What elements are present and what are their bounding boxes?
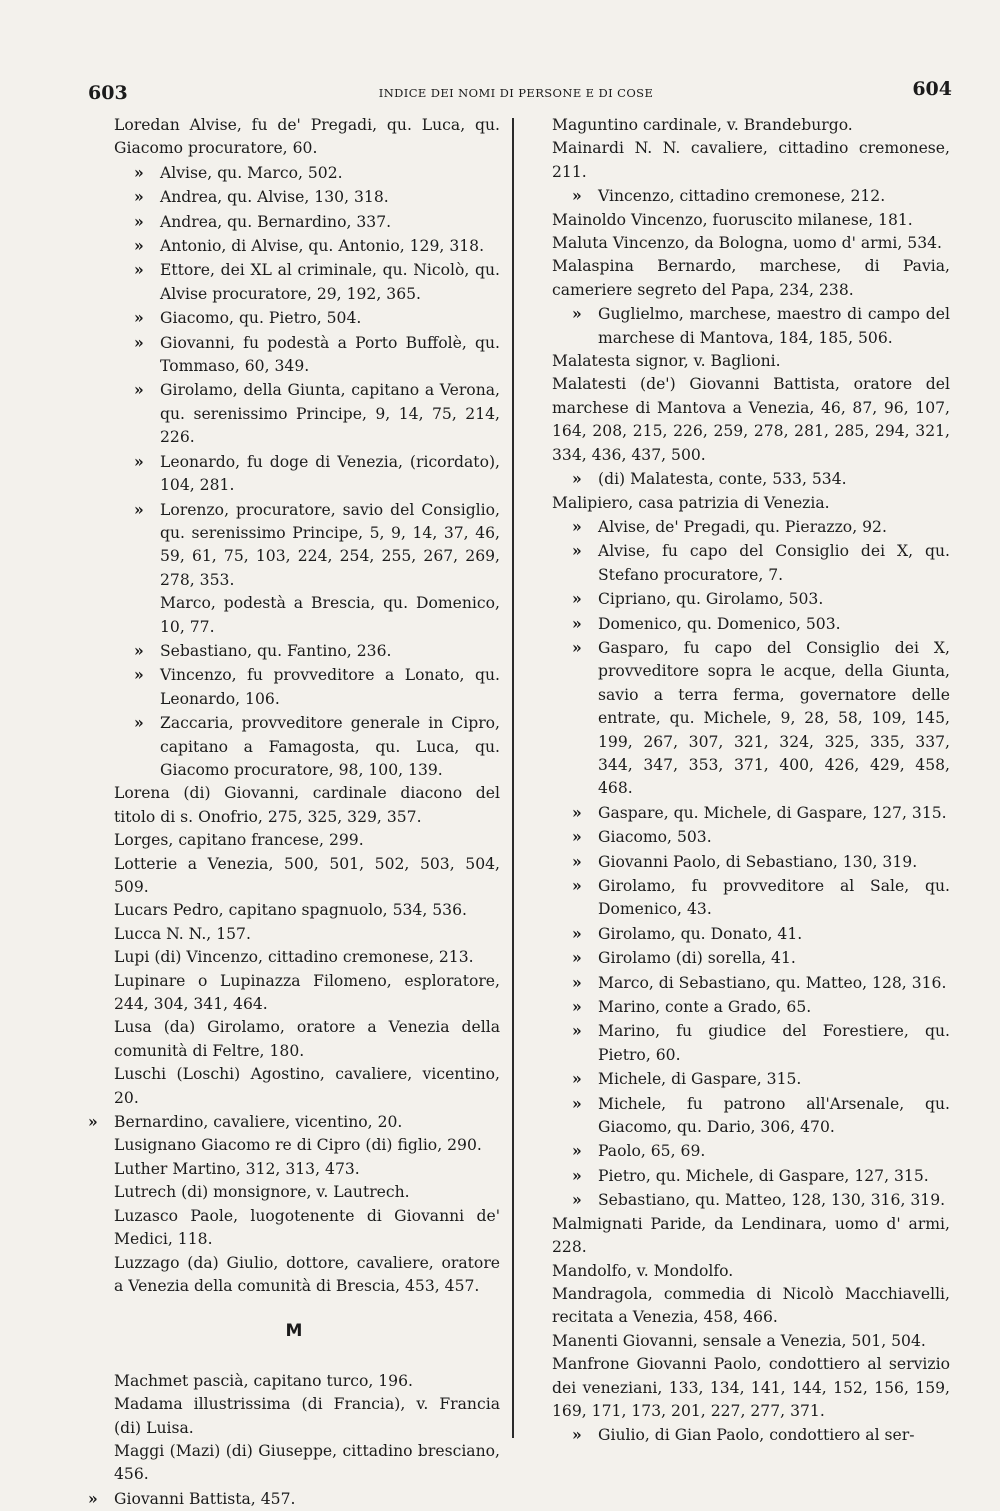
entry-text: Manenti Giovanni, sensale a Venezia, 501, 504. <box>552 1331 926 1350</box>
index-entry <box>88 258 500 306</box>
ditto-mark: » <box>88 1488 98 1508</box>
index-entry <box>526 255 950 302</box>
index-entry <box>526 946 950 970</box>
index-entry <box>526 587 950 611</box>
right-column <box>526 114 950 1464</box>
entry-text: Marino, fu giudice del Forestiere, qu. Pietro, 60. <box>598 1022 950 1064</box>
entry-text: Lupinare o Lupinazza Filomeno, esploratore, 244, 304, 341, 464. <box>114 971 500 1014</box>
ditto-mark: » <box>572 637 582 657</box>
ditto-mark: » <box>134 308 144 328</box>
index-entry <box>88 234 500 258</box>
index-entry <box>526 801 950 825</box>
entry-text: Vincenzo, cittadino cremonese, 212. <box>598 187 886 206</box>
index-entry <box>88 1205 500 1252</box>
ditto-mark: » <box>572 516 582 536</box>
entry-text: Alvise, de' Pregadi, qu. Pierazzo, 92. <box>598 517 887 536</box>
index-entry <box>88 639 500 663</box>
ditto-mark: » <box>572 1069 582 1089</box>
right-entries <box>526 114 950 1448</box>
index-entry <box>526 114 950 137</box>
index-entry <box>88 1016 500 1063</box>
index-entry <box>526 825 950 849</box>
entry-text: Cipriano, qu. Girolamo, 503. <box>598 590 824 609</box>
index-entry <box>88 1393 500 1440</box>
ditto-mark: » <box>134 713 144 733</box>
index-entry <box>526 1260 950 1283</box>
entry-text: Maluta Vincenzo, da Bologna, uomo d' armi, 534. <box>552 234 942 253</box>
ditto-mark: » <box>572 186 582 206</box>
index-entry <box>88 1440 500 1487</box>
index-entry <box>526 1019 950 1067</box>
ditto-mark: » <box>572 948 582 968</box>
index-entry <box>88 1487 500 1511</box>
entry-text: Maggi (Mazi) (di) Giuseppe, cittadino bresciano, 456. <box>114 1441 500 1484</box>
index-entry <box>526 1164 950 1188</box>
ditto-mark: » <box>572 997 582 1017</box>
index-entry <box>88 1370 500 1393</box>
index-entry <box>526 350 950 373</box>
ditto-mark: » <box>572 827 582 847</box>
index-entry <box>526 995 950 1019</box>
index-entry <box>526 1353 950 1423</box>
index-entry <box>88 829 500 852</box>
entry-text: Lupi (di) Vincenzo, cittadino cremonese, 213. <box>114 948 474 967</box>
ditto-mark: » <box>88 1112 98 1132</box>
page-number-left: 603 <box>88 82 128 104</box>
index-entry <box>526 1139 950 1163</box>
index-entry <box>526 515 950 539</box>
index-entry <box>88 1063 500 1110</box>
ditto-mark: » <box>134 236 144 256</box>
entry-text: Ettore, dei XL al criminale, qu. Nicolò, qu. Alvise procuratore, 29, 192, 365. <box>160 261 500 303</box>
index-entry <box>88 210 500 234</box>
entry-text: Malmignati Paride, da Lendinara, uomo d' armi, 228. <box>552 1214 950 1257</box>
index-entry <box>88 970 500 1017</box>
index-entry <box>88 923 500 946</box>
ditto-mark: » <box>572 923 582 943</box>
index-entry <box>526 971 950 995</box>
index-entry <box>526 1067 950 1091</box>
entry-text: Lorenzo, procuratore, savio del Consiglio, qu. serenissimo Principe, 5, 9, 14, 37, 46, 59, 61, 75, 103, 224, 254, 255, 267, 269, 278, 353. <box>160 500 500 589</box>
index-entry <box>526 922 950 946</box>
index-entry <box>88 592 500 639</box>
entry-text: Vincenzo, fu provveditore a Lonato, qu. Leonardo, 106. <box>160 666 500 708</box>
entry-text: Manfrone Giovanni Paolo, condottiero al servizio dei veneziani, 133, 134, 141, 144, 152, 156, 159, 169, 171, 173, 201, 227, 277, 371. <box>552 1355 950 1420</box>
index-entry <box>526 373 950 467</box>
entry-text: Giacomo, 503. <box>598 828 712 847</box>
ditto-mark: » <box>572 1093 582 1113</box>
entry-text: Giulio, di Gian Paolo, condottiero al ser- <box>598 1426 915 1445</box>
entry-text: Bernardino, cavaliere, vicentino, 20. <box>114 1113 403 1132</box>
entry-text: Loredan Alvise, fu de' Pregadi, qu. Luca, qu. Giacomo procuratore, 60. <box>114 116 500 158</box>
index-entry <box>526 209 950 232</box>
entry-text: Lusignano Giacomo re di Cipro (di) figlio, 290. <box>114 1136 482 1155</box>
ditto-mark: » <box>134 162 144 182</box>
entry-text: Mandolfo, v. Mondolfo. <box>552 1261 734 1280</box>
index-entry <box>526 467 950 491</box>
entry-text: Paolo, 65, 69. <box>598 1142 706 1161</box>
index-entry <box>88 899 500 922</box>
entry-text: Malaspina Bernardo, marchese, di Pavia, cameriere segreto del Papa, 234, 238. <box>552 257 950 299</box>
ditto-mark: » <box>134 499 144 519</box>
ditto-mark: » <box>134 640 144 660</box>
index-entry <box>88 1252 500 1299</box>
ditto-mark: » <box>572 1425 582 1445</box>
ditto-mark: » <box>572 589 582 609</box>
entry-text: Luschi (Loschi) Agostino, cavaliere, vicentino, 20. <box>114 1065 500 1107</box>
index-entry <box>88 185 500 209</box>
entry-text: Guglielmo, marchese, maestro di campo del marchese di Mantova, 184, 185, 506. <box>598 305 950 347</box>
ditto-mark: » <box>572 541 582 561</box>
index-entry <box>526 1423 950 1447</box>
index-entry <box>88 1110 500 1134</box>
index-entry <box>88 782 500 829</box>
index-entry <box>526 492 950 515</box>
ditto-mark: » <box>572 972 582 992</box>
entry-text: Giovanni, fu podestà a Porto Buffolè, qu. Tommaso, 60, 349. <box>160 333 500 376</box>
entry-text: Madama illustrissima (di Francia), v. Francia (di) Luisa. <box>114 1395 500 1437</box>
entry-text: Lorena (di) Giovanni, cardinale diacono del titolo di s. Onofrio, 275, 325, 329, 357. <box>114 784 500 826</box>
ditto-mark: » <box>134 332 144 352</box>
ditto-mark: » <box>572 613 582 633</box>
index-entry <box>526 539 950 587</box>
entry-text: Pietro, qu. Michele, di Gaspare, 127, 315. <box>598 1166 929 1185</box>
entry-text: Michele, di Gaspare, 315. <box>598 1070 802 1089</box>
index-entry <box>88 1134 500 1157</box>
index-entry <box>526 1092 950 1140</box>
index-entry <box>526 184 950 208</box>
entry-text: Girolamo, della Giunta, capitano a Verona, qu. serenissimo Principe, 9, 14, 75, 214, 226. <box>160 381 500 447</box>
entry-text: (di) Malatesta, conte, 533, 534. <box>598 470 847 489</box>
entry-text: Gasparo, fu capo del Consiglio dei X, provveditore sopra le acque, della Giunta, savio a terra ferma, governatore delle entrate, qu. Michele, 9, 28, 58, 109, 145, 199, 267, 307, 321, 324, 325, 335, 337, 344, 347, 353, 371, 400, 426, 429, 458, 468. <box>598 638 950 798</box>
index-entry <box>88 331 500 379</box>
entry-text: Lucars Pedro, capitano spagnuolo, 534, 536. <box>114 901 467 920</box>
entry-text: Malipiero, casa patrizia di Venezia. <box>552 493 830 512</box>
entry-text: Luzasco Paole, luogotenente di Giovanni de' Medici, 118. <box>114 1206 500 1249</box>
entry-text: Antonio, di Alvise, qu. Antonio, 129, 318. <box>160 237 485 256</box>
entry-text: Gaspare, qu. Michele, di Gaspare, 127, 315. <box>598 803 947 822</box>
index-entry <box>88 306 500 330</box>
page-number-right: 604 <box>912 78 952 100</box>
ditto-mark: » <box>572 469 582 489</box>
entry-text: Lorges, capitano francese, 299. <box>114 831 364 850</box>
entry-text: Mandragola, commedia di Nicolò Macchiavelli, recitata a Venezia, 458, 466. <box>552 1284 950 1327</box>
index-entry <box>526 612 950 636</box>
index-entry <box>526 302 950 350</box>
index-entry <box>526 137 950 184</box>
index-entry <box>526 1188 950 1212</box>
entry-text: Lutrech (di) monsignore, v. Lautrech. <box>114 1183 410 1202</box>
index-entry <box>88 498 500 593</box>
index-entry <box>526 874 950 922</box>
page-header <box>80 78 952 108</box>
entry-text: Giovanni Paolo, di Sebastiano, 130, 319. <box>598 852 918 871</box>
entry-text: Domenico, qu. Domenico, 503. <box>598 614 841 633</box>
entry-text: Girolamo, fu provveditore al Sale, qu. Domenico, 43. <box>598 877 950 919</box>
left-entries <box>88 114 500 1298</box>
entry-text: Giovanni Battista, 457. <box>114 1489 296 1508</box>
entry-text: Sebastiano, qu. Matteo, 128, 130, 316, 319. <box>598 1191 946 1210</box>
column-divider <box>512 118 514 1438</box>
entry-text: Luzzago (da) Giulio, dottore, cavaliere, oratore a Venezia della comunità di Brescia, 453, 457. <box>114 1253 500 1295</box>
left-entries-m <box>88 1370 500 1511</box>
entry-text: Marino, conte a Grado, 65. <box>598 998 812 1017</box>
entry-text: Maguntino cardinale, v. Brandeburgo. <box>552 116 853 134</box>
index-entry <box>526 1213 950 1260</box>
entry-text: Mainoldo Vincenzo, fuoruscito milanese, 181. <box>552 210 913 229</box>
entry-text: Marco, di Sebastiano, qu. Matteo, 128, 316. <box>598 973 947 992</box>
entry-text: Leonardo, fu doge di Venezia, (ricordato), 104, 281. <box>160 452 500 495</box>
entry-text: Andrea, qu. Bernardino, 337. <box>160 212 392 231</box>
index-entry <box>88 114 500 161</box>
index-entry <box>88 378 500 449</box>
ditto-mark: » <box>134 260 144 280</box>
index-entry <box>88 946 500 969</box>
index-entry <box>88 450 500 498</box>
ditto-mark: » <box>572 876 582 895</box>
index-entry <box>526 232 950 255</box>
index-entry <box>88 161 500 185</box>
ditto-mark: » <box>572 1165 582 1185</box>
ditto-mark: » <box>572 1141 582 1161</box>
left-column <box>88 114 500 1508</box>
ditto-mark: » <box>134 665 144 685</box>
index-entry <box>526 1330 950 1353</box>
index-entry <box>88 1181 500 1204</box>
entry-text: Andrea, qu. Alvise, 130, 318. <box>160 188 389 207</box>
ditto-mark: » <box>134 187 144 207</box>
index-entry <box>88 1158 500 1181</box>
ditto-mark: » <box>134 451 144 471</box>
entry-text: Malatesti (de') Giovanni Battista, oratore del marchese di Mantova a Venezia, 46, 87, 96, 107, 164, 208, 215, 226, 259, 278, 281, 285, 294, 321, 334, 436, 437, 500. <box>552 375 950 464</box>
entry-text: Mainardi N. N. cavaliere, cittadino cremonese, 211. <box>552 139 950 181</box>
index-entry <box>526 1283 950 1330</box>
index-entry <box>88 853 500 900</box>
ditto-mark: » <box>134 211 144 231</box>
ditto-mark: » <box>572 304 582 324</box>
index-entry <box>88 663 500 711</box>
index-entry <box>88 711 500 782</box>
running-title: INDICE DEI NOMI DI PERSONE E DI COSE <box>378 86 654 100</box>
entry-text: Sebastiano, qu. Fantino, 236. <box>160 641 392 660</box>
ditto-mark: » <box>572 1021 582 1041</box>
entry-text: Giacomo, qu. Pietro, 504. <box>160 309 362 328</box>
ditto-mark: » <box>572 802 582 822</box>
entry-text: Michele, fu patrono all'Arsenale, qu. Giacomo, qu. Dario, 306, 470. <box>598 1094 950 1137</box>
entry-text: Alvise, fu capo del Consiglio dei X, qu. Stefano procuratore, 7. <box>598 542 950 584</box>
entry-text: Marco, podestà a Brescia, qu. Domenico, 10, 77. <box>160 594 500 636</box>
entry-text: Girolamo, qu. Donato, 41. <box>598 924 803 943</box>
entry-text: Luther Martino, 312, 313, 473. <box>114 1159 360 1178</box>
entry-text: Machmet pascià, capitano turco, 196. <box>114 1371 413 1390</box>
index-entry <box>526 636 950 801</box>
entry-text: Lusa (da) Girolamo, oratore a Venezia della comunità di Feltre, 180. <box>114 1018 500 1060</box>
index-entry <box>526 850 950 874</box>
entry-text: Lucca N. N., 157. <box>114 924 251 943</box>
entry-text: Zaccaria, provveditore generale in Cipro, capitano a Famagosta, qu. Luca, qu. Giacomo procuratore, 98, 100, 139. <box>160 714 500 779</box>
section-letter: M <box>285 1321 303 1342</box>
entry-text: Lotterie a Venezia, 500, 501, 502, 503, 504, 509. <box>114 854 500 896</box>
ditto-mark: » <box>572 851 582 871</box>
ditto-mark: » <box>572 1190 582 1210</box>
entry-text: Girolamo (di) sorella, 41. <box>598 949 796 968</box>
entry-text: Alvise, qu. Marco, 502. <box>160 163 343 182</box>
entry-text: Malatesta signor, v. Baglioni. <box>552 352 781 371</box>
ditto-mark: » <box>134 380 144 400</box>
